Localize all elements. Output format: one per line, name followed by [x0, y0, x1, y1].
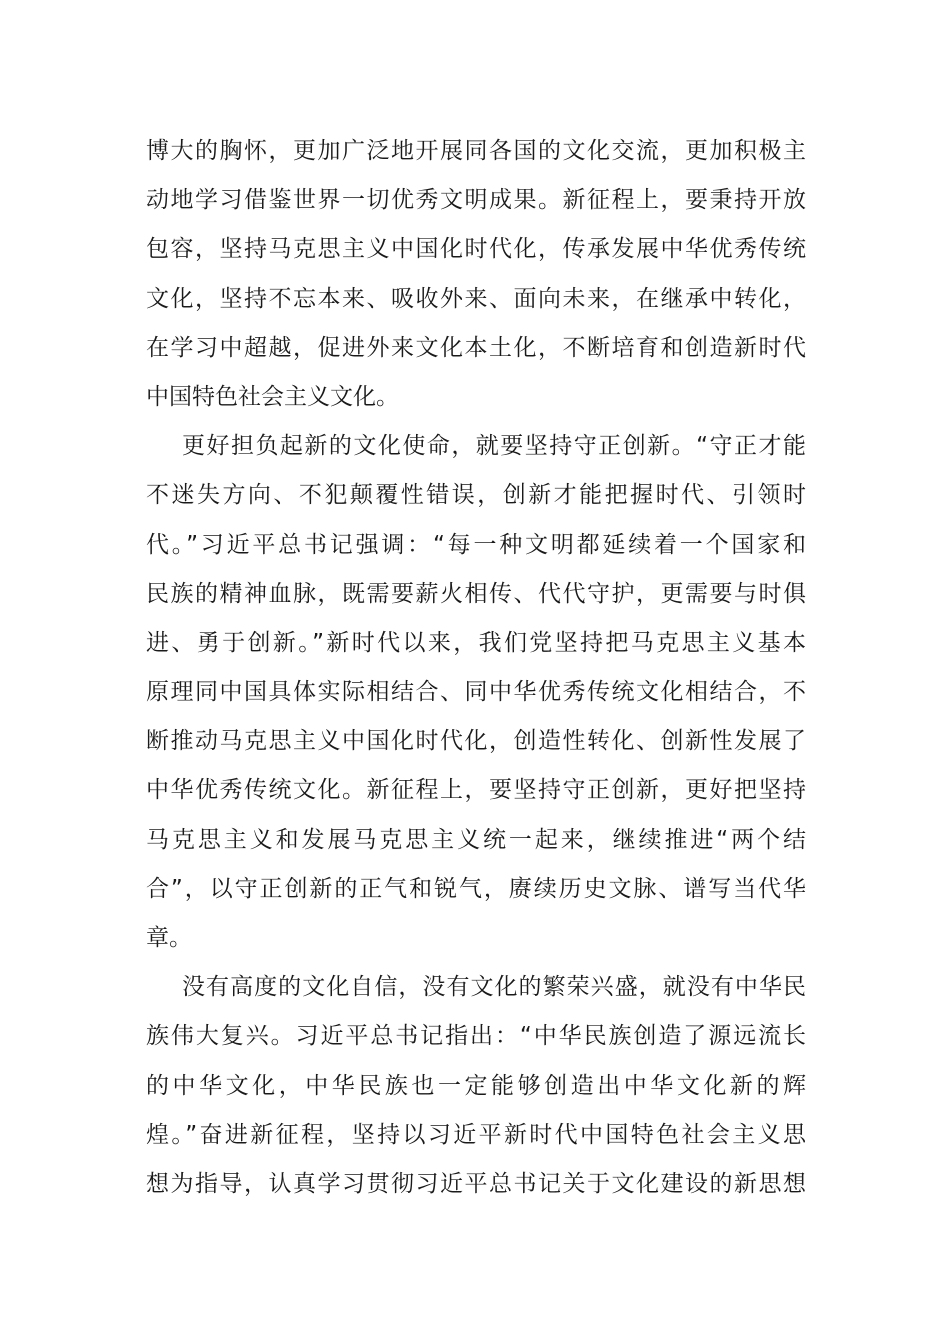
text-line: 马克思主义和发展马克思主义统一起来，继续推进“两个结	[146, 826, 806, 853]
text-line: 民族的精神血脉，既需要薪火相传、代代守护，更需要与时俱	[146, 580, 806, 607]
text-line: 进、勇于创新。”新时代以来，我们党坚持把马克思主义基本	[146, 629, 806, 656]
text-line: 断推动马克思主义中国化时代化，创造性转化、创新性发展了	[146, 728, 806, 755]
text-line: 的中华文化，中华民族也一定能够创造出中华文化新的辉	[146, 1072, 806, 1099]
text-line: 在学习中超越，促进外来文化本土化，不断培育和创造新时代	[146, 334, 806, 361]
text-line: 章。	[146, 925, 192, 951]
paragraph-first-line: 没有高度的文化自信，没有文化的繁荣兴盛，就没有中华民	[182, 974, 806, 1001]
text-line: 想为指导，认真学习贯彻习近平总书记关于文化建设的新思想	[146, 1170, 806, 1197]
paragraph-first-line: 更好担负起新的文化使命，就要坚持守正创新。“守正才能	[182, 433, 806, 460]
text-line: 包容，坚持马克思主义中国化时代化，传承发展中华优秀传统	[146, 236, 806, 263]
text-line: 族伟大复兴。习近平总书记指出：“中华民族创造了源远流长	[146, 1023, 806, 1050]
text-line: 合”，以守正创新的正气和锐气，赓续历史文脉、谱写当代华	[146, 875, 806, 902]
text-line: 动地学习借鉴世界一切优秀文明成果。新征程上，要秉持开放	[146, 187, 806, 214]
document-body	[146, 127, 806, 1209]
text-line: 不迷失方向、不犯颠覆性错误，创新才能把握时代、引领时	[146, 482, 806, 509]
text-line: 原理同中国具体实际相结合、同中华优秀传统文化相结合，不	[146, 679, 806, 706]
text-line: 博大的胸怀，更加广泛地开展同各国的文化交流，更加积极主	[146, 138, 806, 164]
text-line: 煌。”奋进新征程，坚持以习近平新时代中国特色社会主义思	[146, 1121, 806, 1148]
text-line: 中国特色社会主义文化。	[146, 383, 399, 410]
text-line: 文化，坚持不忘本来、吸收外来、面向未来，在继承中转化，	[146, 285, 806, 312]
text-line: 代。”习近平总书记强调：“每一种文明都延续着一个国家和	[146, 531, 806, 558]
text-line: 中华优秀传统文化。新征程上，要坚持守正创新，更好把坚持	[146, 777, 806, 804]
